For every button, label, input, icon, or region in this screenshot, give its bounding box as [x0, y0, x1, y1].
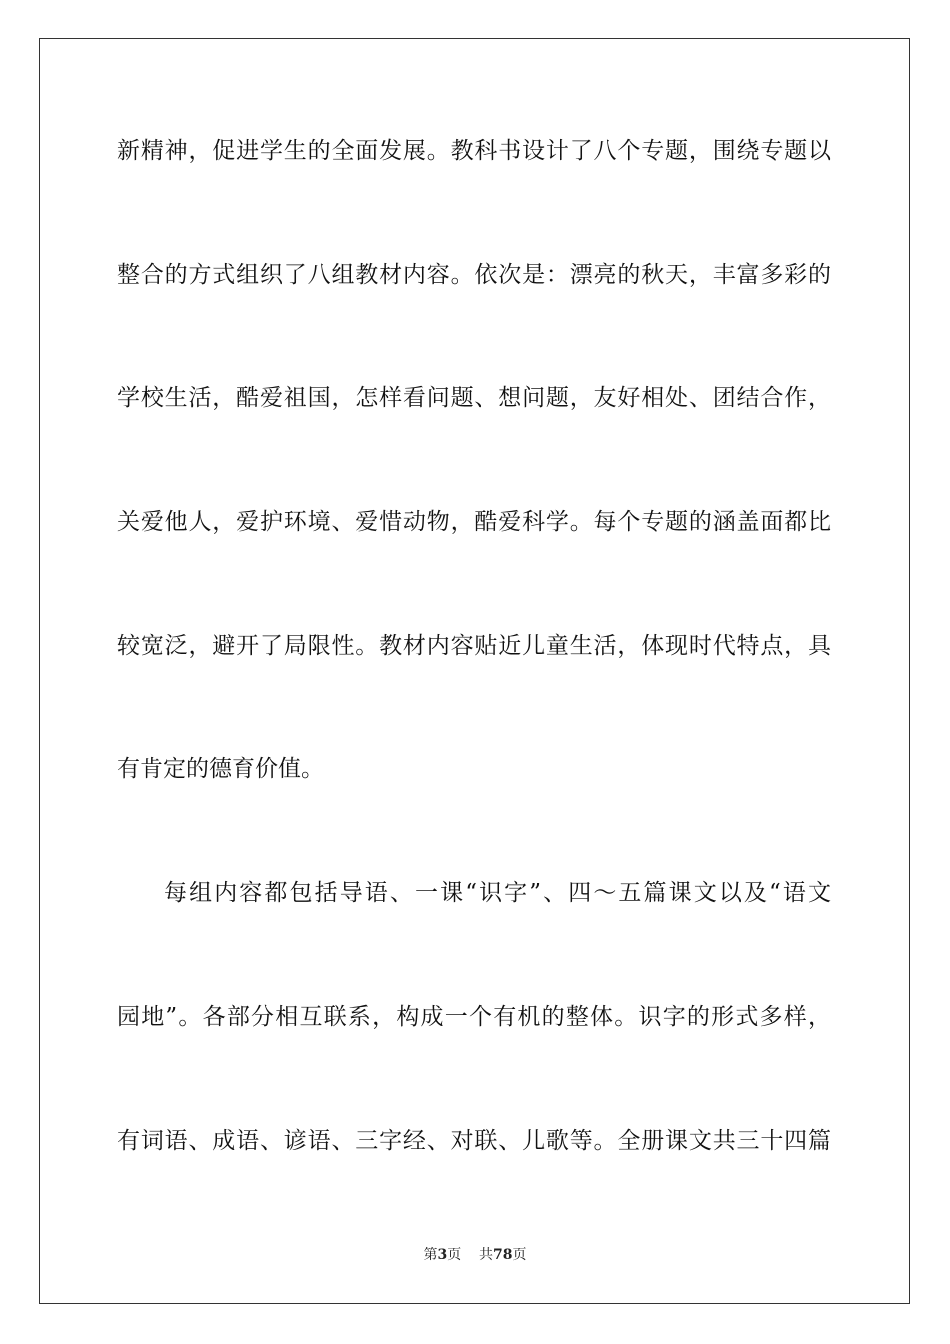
- page-number: 3: [437, 1247, 448, 1263]
- paragraph-line-7: 每组内容都包括导语、一课“识字”、四～五篇课文以及“语文: [164, 880, 831, 906]
- page-prefix: 第: [423, 1247, 438, 1263]
- paragraph-line-8: 园地”。各部分相互联系，构成一个有机的整体。识字的形式多样，: [117, 1004, 831, 1030]
- paragraph-line-9: 有词语、成语、谚语、三字经、对联、儿歌等。全册课文共三十四篇: [117, 1128, 831, 1154]
- paragraph-line-5: 较宽泛，避开了局限性。教材内容贴近儿童生活，体现时代特点，具: [117, 633, 831, 659]
- paragraph-line-4: 关爱他人，爱护环境、爱惜动物，酷爱科学。每个专题的涵盖面都比: [117, 509, 831, 535]
- total-suffix: 页: [512, 1247, 527, 1263]
- total-pages: 78: [493, 1247, 513, 1263]
- page-border: [39, 38, 910, 1304]
- paragraph-line-3: 学校生活，酷爱祖国，怎样看问题、想问题，友好相处、团结合作，: [117, 385, 831, 411]
- total-prefix: 共: [479, 1247, 494, 1263]
- page-suffix: 页: [447, 1247, 462, 1263]
- page-footer: [0, 1246, 950, 1264]
- paragraph-line-2: 整合的方式组织了八组教材内容。依次是：漂亮的秋天，丰富多彩的: [117, 262, 831, 288]
- paragraph-line-1: 新精神，促进学生的全面发展。教科书设计了八个专题，围绕专题以: [117, 138, 831, 164]
- paragraph-line-6: 有肯定的德育价值。: [117, 756, 324, 782]
